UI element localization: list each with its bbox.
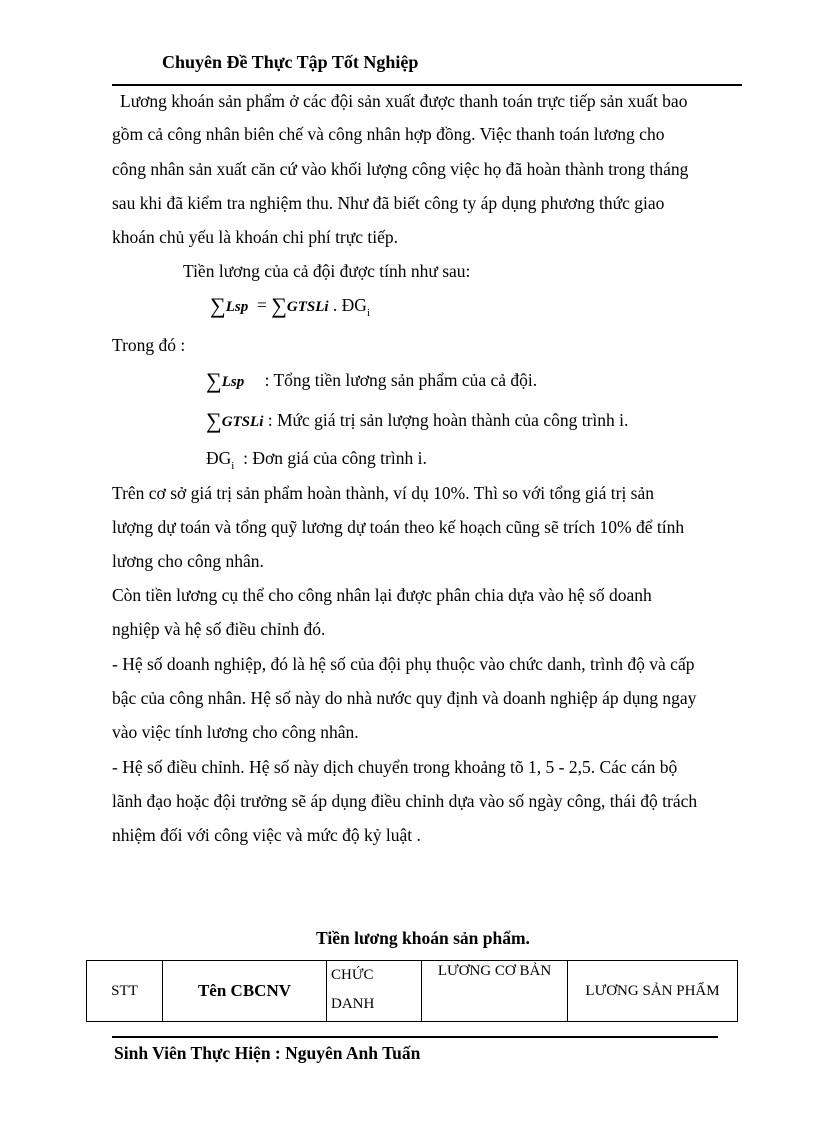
- formula-dg: . ĐG: [332, 295, 367, 315]
- header-position: [327, 961, 422, 1022]
- where-label: Trong đó :: [112, 335, 186, 355]
- body-line: bậc của công nhân. Hệ số này do nhà nước quy định và doanh nghiệp áp dụng ngay: [112, 688, 697, 708]
- salary-formula: [210, 293, 370, 319]
- sigma-symbol: ∑: [206, 368, 222, 393]
- table-title: Tiền lương khoán sản phẩm.: [316, 928, 530, 948]
- definition-text: : Mức giá trị sản lượng hoàn thành của công trình i.: [267, 410, 629, 430]
- definition-symbol: Lsp: [221, 374, 245, 390]
- intro-line: khoán chủ yếu là khoán chi phí trực tiếp.: [112, 227, 398, 247]
- body-line: - Hệ số điều chỉnh. Hệ số này dịch chuyển trong khoảng tõ 1, 5 - 2,5. Các cán bộ: [112, 757, 678, 777]
- formula-subscript: i: [366, 307, 371, 319]
- header-position-line: CHỨC: [331, 967, 374, 983]
- definition-symbol: GTSLi: [221, 414, 264, 430]
- intro-line: gồm cả công nhân biên chế và công nhân hợp đồng. Việc thanh toán lương cho: [112, 124, 665, 144]
- definition-row: [206, 368, 537, 394]
- sigma-symbol: ∑: [206, 408, 222, 433]
- body-line: nghiệp và hệ số điều chỉnh đó.: [112, 619, 326, 639]
- footer-divider: [112, 1036, 718, 1038]
- body-line: Trên cơ sở giá trị sản phẩm hoàn thành, ví dụ 10%. Thì so với tổng giá trị sản: [112, 483, 655, 503]
- body-line: vào việc tính lương cho công nhân.: [112, 722, 359, 742]
- body-line: - Hệ số doanh nghiệp, đó là hệ số của đội phụ thuộc vào chức danh, trình độ và cấp: [112, 654, 695, 674]
- formula-lsp: Lsp: [225, 299, 249, 315]
- definition-text: : Tổng tiền lương sản phẩm của cả đội.: [264, 370, 538, 390]
- definition-row: [206, 448, 427, 472]
- header-divider: [112, 84, 742, 86]
- header-name: Tên CBCNV: [163, 961, 327, 1022]
- intro-line: Lương khoán sản phẩm ở các đội sản xuất được thanh toán trực tiếp sản xuất bao: [120, 91, 688, 111]
- body-line: nhiệm đối với công việc và mức độ kỷ luật .: [112, 825, 421, 845]
- header-product-salary: LƯƠNG SẢN PHẨM: [568, 961, 738, 1022]
- header-position-line: DANH: [331, 996, 375, 1012]
- sigma-symbol: ∑: [271, 293, 287, 318]
- intro-line: sau khi đã kiểm tra nghiệm thu. Như đã biết công ty áp dụng phương thức giao: [112, 193, 665, 213]
- body-line: Còn tiền lương cụ thể cho công nhân lại được phân chia dựa vào hệ số doanh: [112, 585, 652, 605]
- definition-subscript: i: [231, 460, 235, 472]
- table-header-row: [87, 961, 738, 1022]
- definition-text: : Đơn giá của công trình i.: [243, 448, 427, 468]
- salary-table: [86, 960, 738, 1022]
- intro-line: công nhân sản xuất căn cứ vào khối lượng công việc họ đã hoàn thành trong tháng: [112, 159, 689, 179]
- sigma-symbol: ∑: [210, 293, 226, 318]
- header-stt: STT: [87, 961, 163, 1022]
- page-header-title: Chuyên Đề Thực Tập Tốt Nghiệp: [162, 52, 419, 72]
- formula-equals: =: [256, 295, 267, 315]
- formula-intro: Tiền lương của cả đội được tính như sau:: [183, 261, 471, 281]
- definition-symbol: ĐG: [206, 448, 232, 468]
- footer-student: Sinh Viên Thực Hiện : Nguyên Anh Tuấn: [114, 1043, 421, 1063]
- definition-row: [206, 408, 628, 434]
- body-line: lượng dự toán và tổng quỹ lương dự toán theo kế hoạch cũng sẽ trích 10% để tính: [112, 517, 685, 537]
- body-line: lương cho công nhân.: [112, 551, 264, 571]
- body-line: lãnh đạo hoặc đội trưởng sẽ áp dụng điều chỉnh dựa vào số ngày công, thái độ trách: [112, 791, 698, 811]
- formula-gtsli: GTSLi: [286, 299, 329, 315]
- header-base-salary: LƯƠNG CƠ BẢN: [422, 961, 568, 1022]
